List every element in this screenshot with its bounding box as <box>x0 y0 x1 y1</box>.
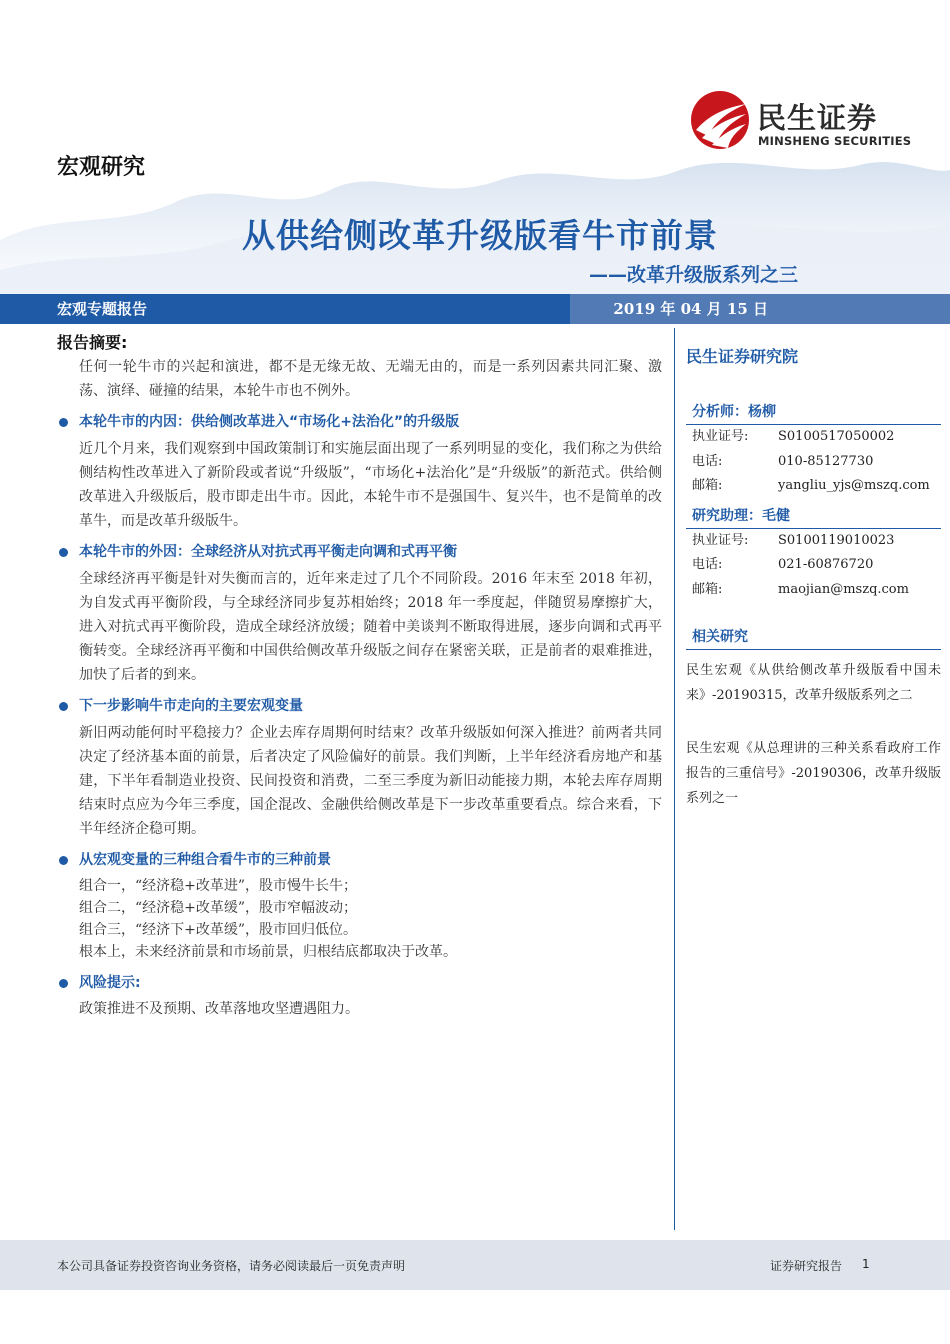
section-body-variables: 新旧两动能何时平稳接力？企业去库存周期何时结束？改革升级版如何深入推进？前两者共同决定了经济基本面的前景，后者决定了风险偏好的前景。我们判断，上半年经济看房地产和基建，下半年看制造业投资、民间投资和消费，二至三季度为新旧动能接力期，本轮去库存周期结束时点应为今年三季度，国企混改、金融供给侧改革是下一步改革重要看点。综合来看，下半年经济企稳可期。 <box>79 725 662 837</box>
info-label: 电话: <box>692 557 723 572</box>
logo-text-en: MINSHENG SECURITIES <box>758 134 912 148</box>
combination-line: 组合一，“经济稳+改革进”，股市慢牛长牛； <box>79 878 358 894</box>
section-body-external: 全球经济再平衡是针对失衡而言的，近年来走过了几个不同阶段。2016 年末至 2018 年初，为自发式再平衡阶段，与全球经济同步复苏相始终；2018 年一季度起，伴随贸易摩擦扩大，进入对抗式再平衡阶段，造成全球经济放缓；随着中美谈判不断取得进展，逐步向调和式再平衡转变。全球经济再平衡和中国供给侧改革升级版之间存在紧密关联，正是前者的艰难推进，加快了后者的到来。 <box>79 571 662 683</box>
section-title-combinations: 从宏观变量的三种组合看牛市的三种前景 <box>57 848 662 872</box>
info-value: S0100119010023 <box>778 532 895 548</box>
report-subtitle: ——改革升级版系列之三 <box>588 264 798 286</box>
assistant-info-row <box>686 578 941 603</box>
assistant-info-row <box>686 553 941 578</box>
section-title-risk: 风险提示: <box>57 971 662 995</box>
info-value: 021-60876720 <box>778 557 874 572</box>
sidebar <box>686 330 941 811</box>
abstract <box>57 330 662 1020</box>
institute-name: 民生证券研究院 <box>686 347 799 366</box>
info-label: 邮箱: <box>692 478 723 493</box>
assistant-info-row <box>686 529 941 554</box>
report-type: 宏观专题报告 <box>57 300 148 318</box>
section-title-variables: 下一步影响牛市走向的主要宏观变量 <box>57 694 662 718</box>
column-divider <box>674 328 675 1230</box>
page-number: 1 <box>862 1257 870 1271</box>
combination-line: 组合三，“经济下+改革缓”，股市回归低位。 <box>79 922 358 938</box>
analyst-info-row <box>686 474 941 499</box>
section-title-external: 本轮牛市的外因：全球经济从对抗式再平衡走向调和式再平衡 <box>57 540 662 564</box>
info-label: 执业证号: <box>692 532 749 548</box>
section-title-internal: 本轮牛市的内因：供给侧改革进入“市场化+法治化”的升级版 <box>57 410 662 434</box>
related-report-link[interactable]: 民生宏观《从供给侧改革升级版看中国未来》-20190315，改革升级版系列之二 <box>686 663 941 703</box>
report-date: 2019 年 04 月 15 日 <box>613 300 768 318</box>
combination-line: 根本上，未来经济前景和市场前景，归根结底都取决于改革。 <box>79 944 457 960</box>
info-label: 电话: <box>692 453 723 469</box>
related-report-link[interactable]: 民生宏观《从总理讲的三种关系看政府工作报告的三重信号》-20190306，改革升级版系列之一 <box>686 741 941 806</box>
abstract-heading: 报告摘要: <box>57 333 128 352</box>
section-body-internal: 近几个月来，我们观察到中国政策制订和实施层面出现了一系列明显的变化，我们称之为供给侧结构性改革进入了新阶段或者说“升级版”，“市场化+法治化”是“升级版”的新范式。供给侧改革进入升级版后，股市即走出牛市。因此，本轮牛市不是强国牛、复兴牛，也不是简单的改革牛，而是改革升级版牛。 <box>79 441 662 529</box>
assistant-email-link[interactable]: maojian@mszq.com <box>778 581 909 597</box>
footer-disclaimer: 本公司具备证券投资咨询业务资格，请务必阅读最后一页免责声明 <box>57 1259 406 1273</box>
info-label: 邮箱: <box>692 581 723 597</box>
analyst-info-row <box>686 450 941 475</box>
report-title: 从供给侧改革升级版看牛市前景 <box>242 216 718 255</box>
page-footer <box>0 1240 950 1290</box>
related-heading: 相关研究 <box>686 626 941 650</box>
analyst-email-link[interactable]: yangliu_yjs@mszq.com <box>778 478 930 493</box>
footer-label: 证券研究报告 <box>769 1259 842 1273</box>
risk-line: 政策推进不及预期、改革落地攻坚遭遇阻力。 <box>79 1001 359 1017</box>
info-value: 010-85127730 <box>778 453 874 469</box>
info-value: S0100517050002 <box>778 429 895 444</box>
logo-text-cn: 民生证券 <box>757 101 878 135</box>
analyst-heading: 分析师：杨柳 <box>686 401 941 425</box>
analyst-info-row <box>686 425 941 450</box>
info-label: 执业证号: <box>692 429 749 444</box>
assistant-heading: 研究助理：毛健 <box>686 505 941 529</box>
title-bar <box>0 294 950 324</box>
abstract-intro: 任何一轮牛市的兴起和演进，都不是无缘无故、无端无由的，而是一系列因素共同汇聚、激荡、演绎、碰撞的结果，本轮牛市也不例外。 <box>79 359 662 399</box>
combination-line: 组合二，“经济稳+改革缓”，股市窄幅波动； <box>79 900 358 916</box>
report-category: 宏观研究 <box>57 155 146 180</box>
